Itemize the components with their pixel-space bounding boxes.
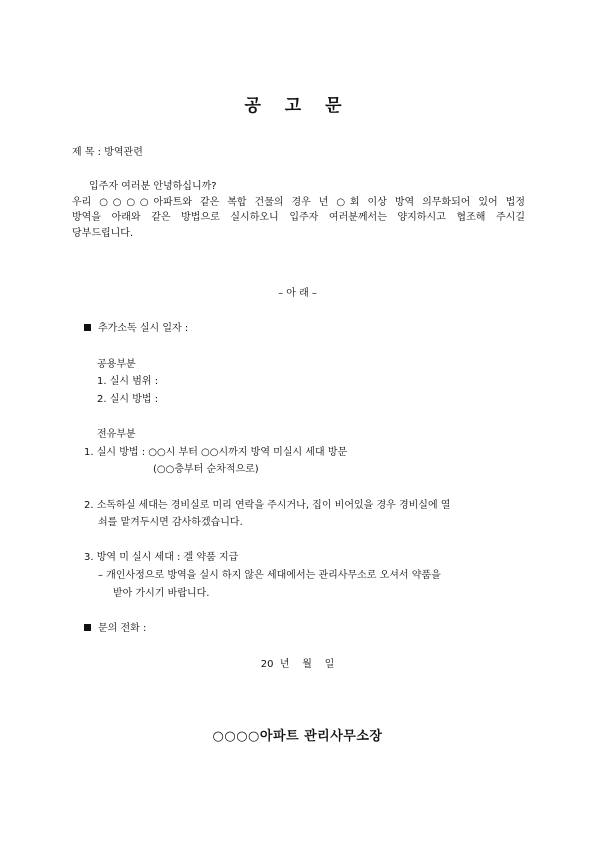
signature: ○○○○아파트 관리사무소장: [212, 729, 383, 744]
body-line-2: 방역을 아래와 같은 방법으로 실시하오니 입주자 여러분께서는 양지하시고 협조해 주시길: [72, 212, 525, 223]
square-bullet-icon: [84, 324, 91, 331]
private-item-3-sub-1: – 개인사정으로 방역을 실시 하지 않은 세대에서는 관리사무소로 오셔서 약품을: [98, 570, 441, 581]
document-title: 공 고 문: [244, 96, 351, 116]
date-line: 20 년 월 일: [260, 659, 335, 670]
private-item-2-line-2: 쇠를 맡겨두시면 감사하겠습니다.: [98, 517, 243, 528]
greeting: 입주자 여러분 안녕하십니까?: [89, 181, 217, 192]
body-line-3: 당부드립니다.: [72, 227, 134, 239]
section-inquiry-phone-label: 문의 전화 :: [98, 623, 147, 634]
common-area-heading: 공용부분: [97, 359, 136, 370]
private-item-1: 1. 실시 방법 : ○○시 부터 ○○시까지 방역 미실시 세대 방문: [84, 447, 348, 458]
section-inquiry-phone: [84, 623, 146, 635]
common-item-1: 1. 실시 범위 :: [97, 376, 159, 387]
section-disinfection-date: [84, 323, 188, 335]
private-item-3: 3. 방역 미 실시 세대 : 겔 약품 지급: [84, 552, 239, 563]
subject-line: 제 목 : 방역관련: [72, 147, 143, 158]
common-item-2: 2. 실시 방법 :: [97, 394, 159, 405]
arae-heading: – 아 래 –: [278, 288, 317, 299]
intro-paragraph: [72, 181, 525, 243]
private-item-1-sub: (○○층부터 순차적으로): [153, 464, 259, 475]
section-disinfection-date-label: 추가소독 실시 일자 :: [98, 323, 189, 334]
body-line-1: 우리 ○○○○아파트와 같은 복합 건물의 경우 년 ○회 이상 방역 의무화되어 있어 법정: [72, 196, 525, 208]
private-item-3-sub-2: 받아 가시기 바랍니다.: [113, 588, 210, 599]
square-bullet-icon: [84, 624, 91, 631]
private-item-2-line-1: 2. 소독하실 세대는 경비실로 미리 연락을 주시거나, 집이 비어있을 경우 경비실에 열: [84, 500, 451, 511]
private-area-heading: 전유부분: [97, 429, 136, 440]
